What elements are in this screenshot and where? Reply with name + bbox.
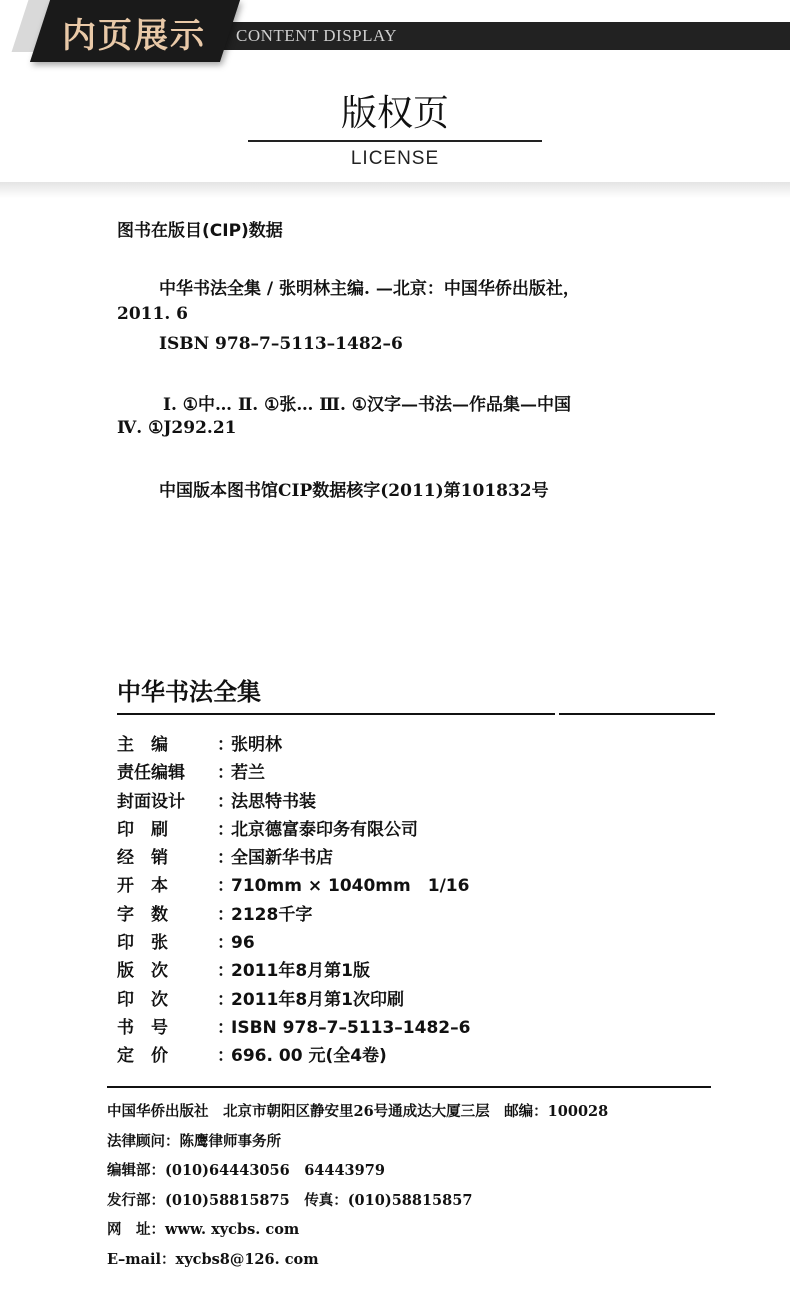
publisher-address: 中国华侨出版社 北京市朝阳区静安里26号通成达大厦三层 邮编：100028 <box>107 1103 609 1120</box>
info-row: 版 次 ：2011年8月第1版 <box>117 956 717 984</box>
info-value: 北京德富泰印务有限公司 <box>231 819 418 840</box>
info-row: 定 价 ：696. 00 元(全4卷) <box>117 1041 717 1069</box>
page-title: 版权页 <box>340 93 449 134</box>
website: 网 址：www. xycbs. com <box>107 1221 300 1238</box>
page-subtitle: LICENSE <box>350 148 440 169</box>
header-title-en: CONTENT DISPLAY <box>236 26 397 45</box>
cip-record-number: 中国版本图书馆CIP数据核字(2011)第101832号 <box>159 481 549 501</box>
info-key: 印 刷 <box>117 819 168 840</box>
cip-line: 2011. 6 <box>117 304 188 324</box>
info-value: 张明林 <box>231 735 282 755</box>
info-row: 责任编辑 ：若兰 <box>117 758 717 786</box>
section-divider <box>0 182 790 198</box>
info-row: 印 张 ：96 <box>117 928 717 956</box>
info-row: 经 销 ：全国新华书店 <box>117 843 717 871</box>
info-key: 开 本 <box>117 876 168 897</box>
info-value: 2011年8月第1次印刷 <box>231 989 404 1010</box>
info-key: 责任编辑 <box>117 763 185 784</box>
title-underline <box>248 140 542 142</box>
publisher-info <box>107 1100 727 1277</box>
cip-section <box>117 216 707 501</box>
distribution-phone: 发行部：(010)58815875 传真：(010)58815857 <box>107 1191 473 1209</box>
info-key: 印 次 <box>117 989 168 1010</box>
info-value: 全国新华书店 <box>231 848 333 869</box>
header-title-cn: 内页展示 <box>62 16 206 56</box>
info-value: 696. 00 元(全4卷) <box>231 1046 387 1067</box>
info-key: 版 次 <box>117 961 168 982</box>
cip-line: Ⅳ. ①J292.21 <box>117 418 237 438</box>
info-key: 主 编 <box>117 735 168 755</box>
page-title-block <box>0 85 790 170</box>
book-title: 中华书法全集 <box>117 678 261 706</box>
header-banner <box>0 0 790 70</box>
email: E–mail：xycbs8@126. com <box>107 1250 319 1268</box>
info-key: 封面设计 <box>117 791 185 812</box>
info-row: 字 数 ：2128千字 <box>117 900 717 928</box>
info-row: 开 本 ：710mm × 1040mm 1/16 <box>117 871 717 899</box>
info-value: ISBN 978–7–5113–1482–6 <box>231 1017 471 1038</box>
publisher-rule <box>107 1086 711 1088</box>
cip-heading: 图书在版目(CIP)数据 <box>117 221 283 241</box>
info-row: 印 次 ：2011年8月第1次印刷 <box>117 985 717 1013</box>
info-key: 印 张 <box>117 933 168 954</box>
info-value: 96 <box>231 933 255 954</box>
info-row: 印 刷 ：北京德富泰印务有限公司 <box>117 815 717 843</box>
cip-line: 中华书法全集 / 张明林主编. —北京：中国华侨出版社， <box>159 279 580 299</box>
book-title-rule <box>117 713 715 715</box>
legal-advisor: 法律顾问：陈鹰律师事务所 <box>107 1132 281 1150</box>
info-value: 710mm × 1040mm 1/16 <box>231 876 470 897</box>
info-key: 书 号 <box>117 1017 168 1038</box>
book-info-list <box>117 730 717 1070</box>
info-value: 法思特书装 <box>231 791 316 812</box>
cip-line: Ⅰ. ①中… Ⅱ. ①张… Ⅲ. ①汉字—书法—作品集—中国 <box>163 395 572 415</box>
info-row: 书 号 ：ISBN 978–7–5113–1482–6 <box>117 1013 717 1041</box>
info-key: 经 销 <box>117 848 168 869</box>
info-key: 定 价 <box>117 1046 168 1067</box>
editorial-phone: 编辑部：(010)64443056 64443979 <box>107 1162 385 1179</box>
info-value: 2128千字 <box>231 904 313 925</box>
info-key: 字 数 <box>117 904 168 925</box>
info-value: 若兰 <box>231 763 265 784</box>
info-row: 封面设计 ：法思特书装 <box>117 787 717 815</box>
info-row: 主 编 ：张明林 <box>117 730 717 758</box>
cip-isbn: ISBN 978–7–5113–1482–6 <box>159 334 403 354</box>
info-value: 2011年8月第1版 <box>231 961 370 982</box>
